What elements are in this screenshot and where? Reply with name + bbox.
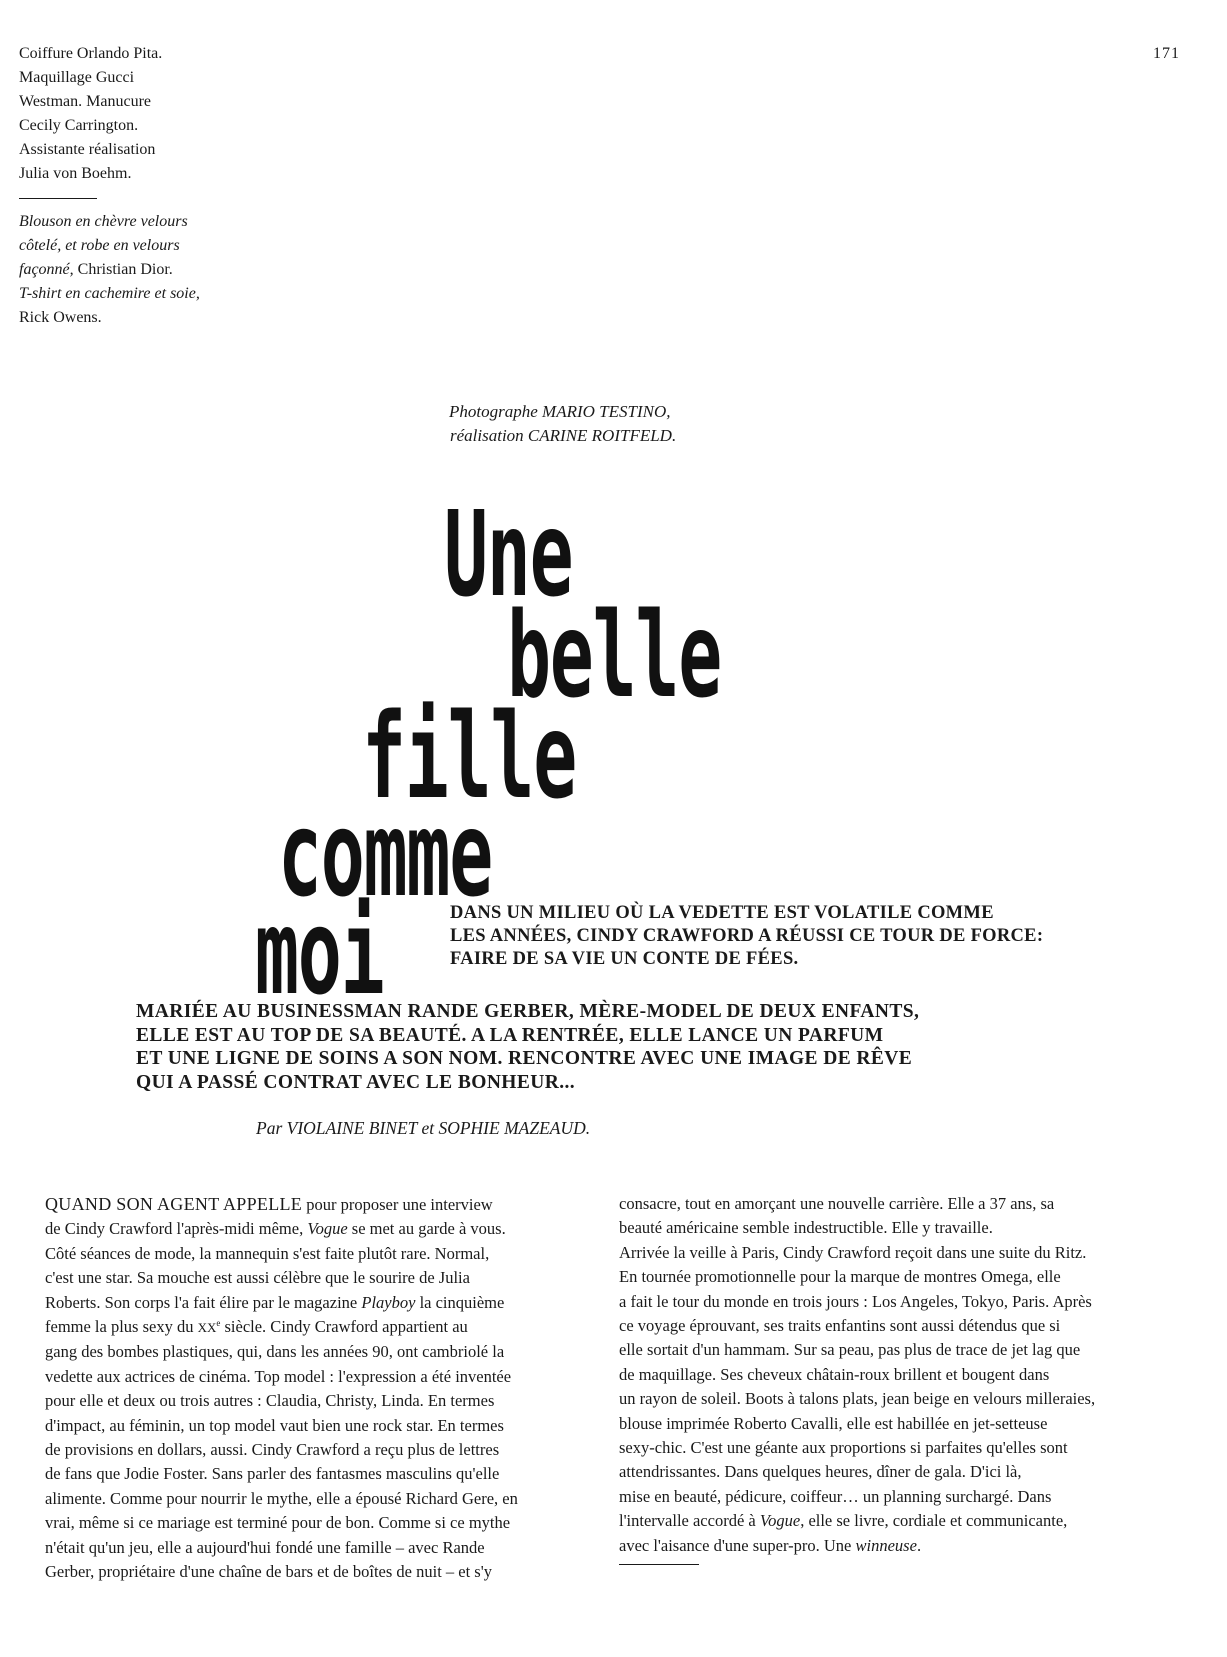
body-line: elle sortait d'un hammam. Sur sa peau, pas plus de trace de jet lag que [619, 1340, 1081, 1360]
century-numeral: XX [197, 1320, 217, 1336]
body-text: de Cindy Crawford l'après-midi même, [45, 1219, 308, 1239]
credit-line: Coiffure Orlando Pita. [19, 45, 163, 62]
magazine-name: Playboy [361, 1292, 416, 1312]
body-line: consacre, tout en amorçant une nouvelle carrière. Elle a 37 ans, sa [619, 1194, 1055, 1213]
body-line: c'est une star. Sa mouche est aussi célèbre que le sourire de Julia [45, 1268, 470, 1288]
credits-divider [19, 198, 97, 199]
headline-word: Une [444, 485, 573, 623]
body-line: de provisions en dollars, aussi. Cindy Crawford a reçu plus de lettres [45, 1440, 500, 1460]
caption-brand: Christian Dior. [73, 261, 173, 278]
credit-line: Maquillage Gucci [19, 69, 135, 86]
body-line: ce voyage éprouvant, ses traits enfantins sont aussi détendus que si [619, 1316, 1061, 1336]
body-line: Côté séances de mode, la mannequin s'est faite plutôt rare. Normal, [45, 1243, 490, 1263]
author-name: VIOLAINE BINET [286, 1118, 418, 1138]
photographer-name: MARIO TESTINO, [542, 402, 671, 421]
stylist-label: réalisation [450, 426, 528, 445]
caption-line: Rick Owens. [19, 309, 102, 326]
body-text: , elle se livre, cordiale et communicante, [800, 1511, 1068, 1531]
photographer-line [449, 400, 676, 424]
credit-line: Assistante réalisation [19, 141, 156, 158]
deck-intro [450, 902, 1140, 971]
body-line [45, 1291, 593, 1315]
body-text: femme la plus sexy du [45, 1317, 198, 1337]
deck-line: MARIÉE AU BUSINESSMAN RANDE GERBER, MÈRE-MODEL DE DEUX ENFANTS, [136, 1001, 920, 1022]
body-line: attendrissantes. Dans quelques heures, dîner de gala. D'ici là, [619, 1462, 1022, 1482]
photographer-label: Photographe [449, 402, 543, 421]
body-line: pour elle et deux ou trois autres : Claudia, Christy, Linda. En termes [45, 1391, 495, 1411]
fashion-caption [19, 210, 259, 330]
body-line: vedette aux actrices de cinéma. Top model : l'expression a été inventée [45, 1366, 512, 1386]
deck-line: ET UNE LIGNE DE SOINS A SON NOM. RENCONTRE AVEC UNE IMAGE DE RÊVE [136, 1048, 913, 1069]
credit-line: Westman. Manucure [19, 93, 151, 110]
body-line: En tournée promotionnelle pour la marque de montres Omega, elle [619, 1267, 1061, 1287]
body-line: de maquillage. Ses cheveux châtain-roux brillent et bougent dans [619, 1364, 1050, 1384]
deck-line: ELLE EST AU TOP DE SA BEAUTÉ. A LA RENTRÉE, ELLE LANCE UN PARFUM [136, 1024, 884, 1046]
body-line: mise en beauté, pédicure, coiffeur… un planning surchargé. Dans [619, 1486, 1052, 1506]
body-line: sexy-chic. C'est une géante aux proportions si parfaites qu'elles sont [619, 1438, 1068, 1458]
caption-line: T-shirt en cachemire et soie, [19, 285, 200, 302]
body-text: la cinquième [415, 1292, 505, 1312]
caption-line: Blouson en chèvre velours [19, 213, 188, 230]
body-line: Gerber, propriétaire d'une chaîne de bars et de boîtes de nuit – et s'y [45, 1562, 492, 1582]
page-number: 171 [1153, 45, 1180, 62]
credit-line: Julia von Boehm. [19, 165, 132, 182]
body-text: l'intervalle accordé à [619, 1511, 760, 1531]
body-line: a fait le tour du monde en trois jours : Los Angeles, Tokyo, Paris. Après [619, 1291, 1092, 1311]
body-text: se met au garde à vous. [347, 1219, 506, 1239]
magazine-name: Vogue [759, 1511, 801, 1531]
stylist-line [449, 424, 676, 448]
byline-et: et [417, 1118, 439, 1138]
body-line: de fans que Jodie Foster. Sans parler des fantasmes masculins qu'elle [45, 1464, 500, 1484]
production-credits [19, 42, 239, 186]
article-column-left [45, 1192, 593, 1585]
body-line [619, 1534, 1174, 1558]
body-text: pour proposer une interview [302, 1195, 493, 1214]
body-line: gang des bombes plastiques, qui, dans les années 90, ont cambriolé la [45, 1342, 505, 1362]
deck-line: LES ANNÉES, CINDY CRAWFORD A RÉUSSI CE TOUR DE FORCE: [450, 926, 1044, 946]
byline [256, 1118, 590, 1139]
body-line: beauté américaine semble indestructible. Elle y travaille. [619, 1218, 993, 1238]
caption-line: côtelé, et robe en velours [19, 237, 180, 254]
magazine-name: Vogue [307, 1219, 348, 1239]
body-line: blouse imprimée Roberto Cavalli, elle est habillée en jet-setteuse [619, 1413, 1048, 1433]
headline-word: fille [362, 687, 577, 825]
body-line: Arrivée la veille à Paris, Cindy Crawford reçoit dans une suite du Ritz. [619, 1242, 1087, 1262]
deck-line: QUI A PASSÉ CONTRAT AVEC LE BONHEUR... [136, 1071, 576, 1093]
caption-line [19, 258, 259, 282]
body-line: alimente. Comme pour nourrir le mythe, elle a épousé Richard Gere, en [45, 1488, 518, 1508]
deck-main [136, 1000, 936, 1094]
body-line [45, 1315, 593, 1340]
body-line [45, 1217, 593, 1241]
headline-word: belle [507, 586, 722, 724]
author-name: SOPHIE MAZEAUD. [438, 1118, 591, 1138]
century-suffix: e [216, 1318, 221, 1329]
body-text: siècle. Cindy Crawford appartient au [220, 1317, 468, 1337]
caption-italic: façonné, [19, 261, 74, 278]
italic-word: winneuse [855, 1535, 917, 1555]
body-line: n'était qu'un jeu, elle a aujourd'hui fondé une famille – avec Rande [45, 1537, 485, 1557]
body-line: vrai, même si ce mariage est terminé pour de bon. Comme si ce mythe [45, 1513, 511, 1533]
deck-line: FAIRE DE SA VIE UN CONTE DE FÉES. [450, 949, 799, 969]
credit-line: Cecily Carrington. [19, 117, 139, 134]
body-line: d'impact, au féminin, un top model vaut bien une rock star. En termes [45, 1415, 504, 1435]
headline-word: comme [278, 785, 493, 923]
photo-credit [449, 400, 676, 448]
headline-word: moi [255, 883, 384, 1021]
body-line [619, 1509, 1174, 1533]
article-end-rule [619, 1564, 699, 1565]
body-text: Roberts. Son corps l'a fait élire par le magazine [45, 1292, 362, 1312]
lead-in: QUAND SON AGENT APPELLE [45, 1194, 303, 1214]
article-column-right [619, 1192, 1174, 1558]
body-text: . [916, 1535, 922, 1555]
body-line [45, 1192, 593, 1217]
byline-par: Par [256, 1118, 287, 1138]
body-line: un rayon de soleil. Boots à talons plats, jean beige en velours milleraies, [619, 1389, 1096, 1409]
stylist-name: CARINE ROITFELD. [527, 426, 677, 445]
body-text: avec l'aisance d'une super-pro. Une [619, 1535, 856, 1555]
deck-line: DANS UN MILIEU OÙ LA VEDETTE EST VOLATILE COMME [450, 903, 994, 923]
